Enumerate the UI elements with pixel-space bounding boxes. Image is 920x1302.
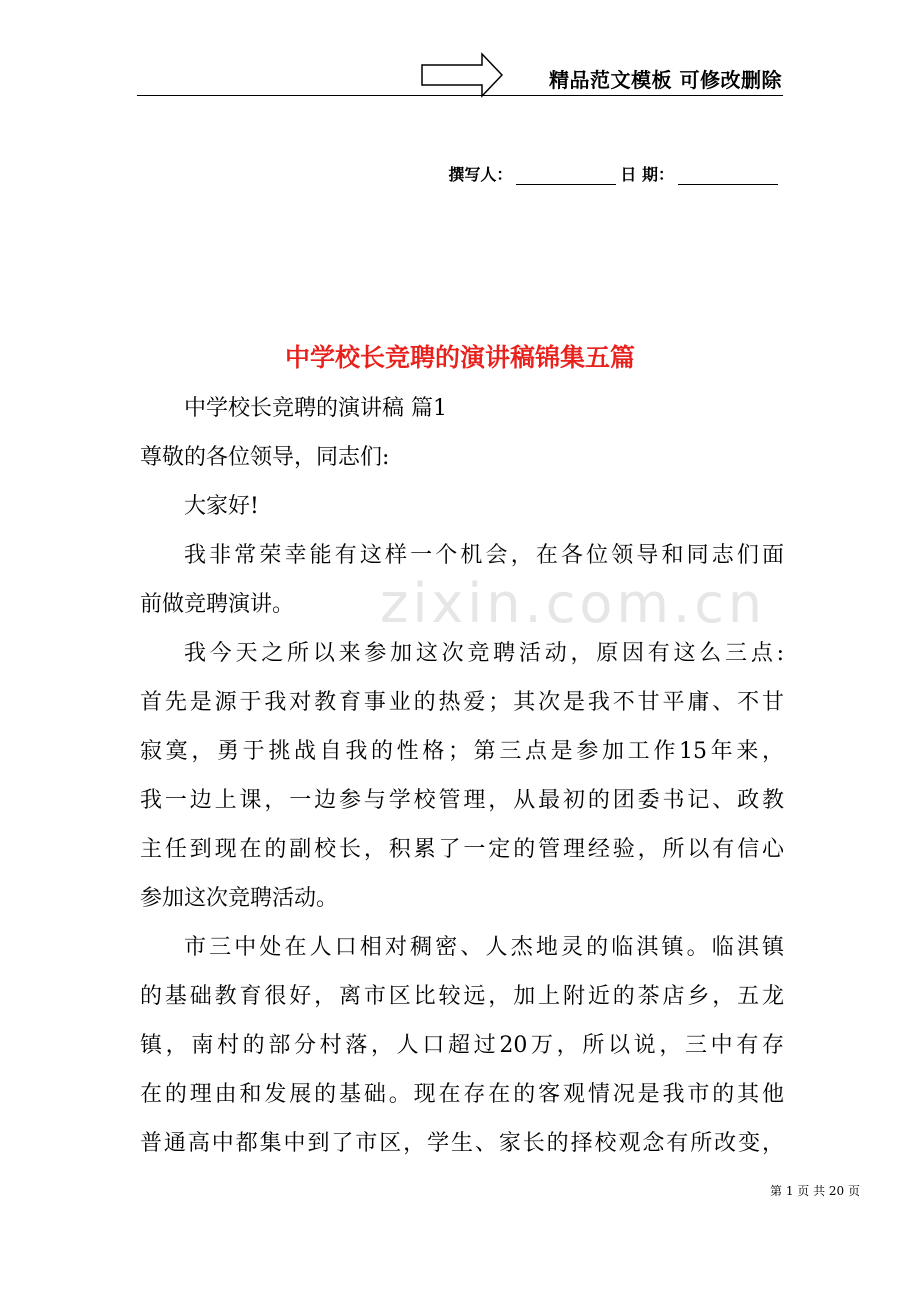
paragraph-line: 的基础教育很好，离市区比较远，加上附近的茶店乡，五龙 bbox=[140, 984, 784, 1009]
author-label: 撰写人： bbox=[448, 165, 513, 184]
date-blank[interactable] bbox=[678, 166, 778, 185]
paragraph-line: 市三中处在人口相对稠密、人杰地灵的临淇镇。临淇镇 bbox=[184, 935, 784, 960]
paragraph-line: 普通高中都集中到了市区，学生、家长的择校观念有所改变， bbox=[140, 1131, 784, 1156]
document-title: 中学校长竞聘的演讲稿锦集五篇 bbox=[284, 343, 635, 372]
section-heading: 中学校长竞聘的演讲稿 篇1 bbox=[184, 396, 447, 421]
paragraph-line: 在的理由和发展的基础。现在存在的客观情况是我市的其他 bbox=[140, 1082, 784, 1107]
date-label: 日 期： bbox=[620, 165, 674, 184]
author-blank[interactable] bbox=[516, 166, 616, 185]
watermark: zixin.com.cn bbox=[380, 572, 767, 635]
greeting: 大家好! bbox=[184, 494, 259, 519]
header-divider bbox=[137, 95, 783, 96]
paragraph-line: 首先是源于我对教育事业的热爱；其次是我不甘平庸、不甘 bbox=[140, 690, 784, 715]
author-date-line bbox=[448, 162, 782, 185]
paragraph-line: 我一边上课，一边参与学校管理，从最初的团委书记、政教 bbox=[140, 788, 784, 813]
page-indicator: 第 1 页 共 20 页 bbox=[770, 1184, 860, 1198]
salutation: 尊敬的各位领导，同志们: bbox=[140, 445, 390, 470]
paragraph-line: 镇，南村的部分村落，人口超过20万，所以说，三中有存 bbox=[140, 1033, 784, 1058]
paragraph-line: 主任到现在的副校长，积累了一定的管理经验，所以有信心 bbox=[140, 837, 784, 862]
paragraph-line: 我非常荣幸能有这样一个机会，在各位领导和同志们面 bbox=[184, 543, 784, 568]
paragraph-line: 寂寞，勇于挑战自我的性格；第三点是参加工作15年来， bbox=[140, 739, 784, 764]
header-banner-text: 精品范文模板 可修改删除 bbox=[549, 68, 782, 92]
paragraph-line: 前做竞聘演讲。 bbox=[140, 592, 295, 617]
arrow-right-icon bbox=[420, 52, 504, 98]
paragraph-line: 参加这次竞聘活动。 bbox=[140, 886, 339, 911]
paragraph-line: 我今天之所以来参加这次竞聘活动，原因有这么三点: bbox=[184, 641, 784, 666]
document-body bbox=[140, 384, 784, 1168]
